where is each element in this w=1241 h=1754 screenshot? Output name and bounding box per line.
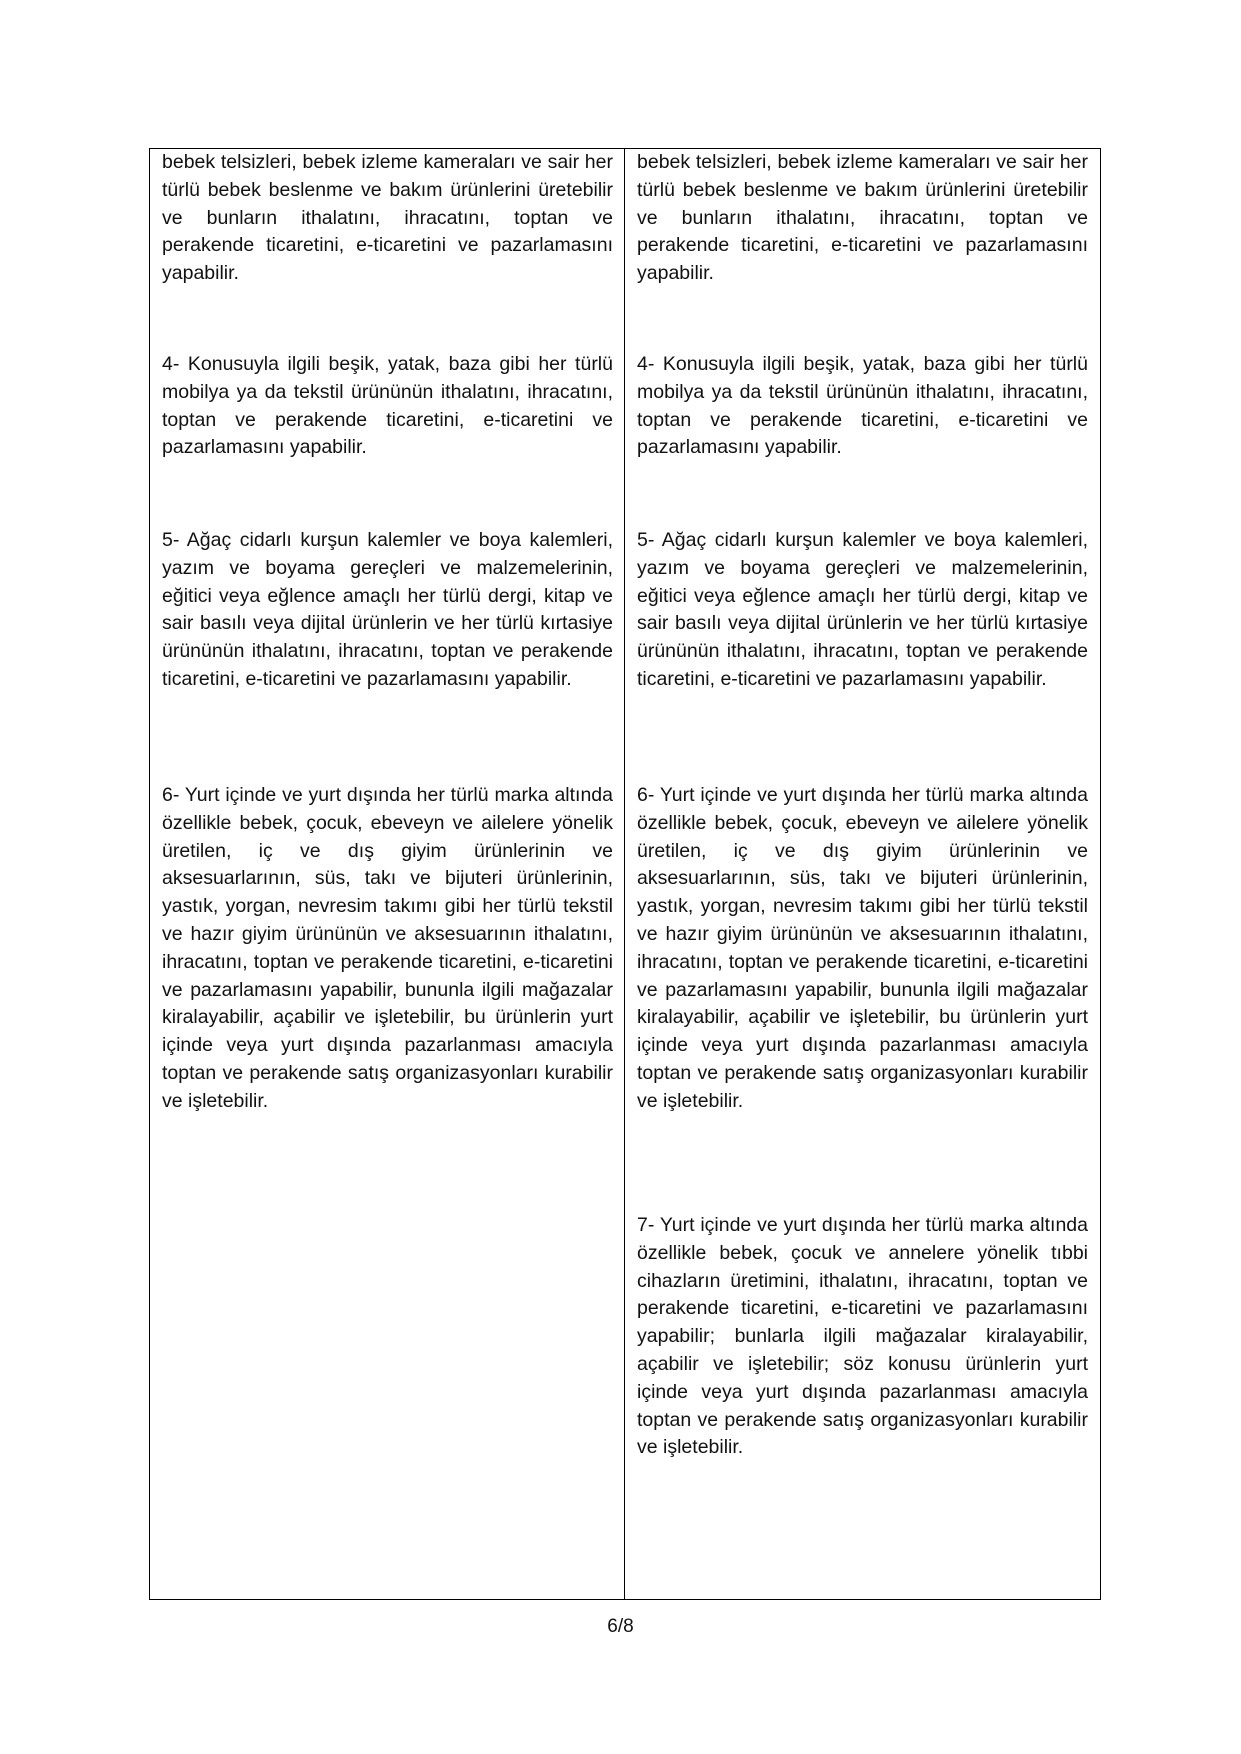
right-column <box>625 149 1100 1599</box>
right-paragraph-4: 4- Konusuyla ilgili beşik, yatak, baza gibi her türlü mobilya ya da tekstil ürününün ithalatını, ihracatını, toptan ve perakende ticaretini, e-ticaretini ve pazarlamasını yapabilir. <box>637 353 1088 459</box>
right-paragraph-7: 7- Yurt içinde ve yurt dışında her türlü marka altında özellikle bebek, çocuk ve annelere yönelik tıbbi cihazların üretimini, ithalatını, ihracatını, toptan ve perakende ticaretini, e-ticaretini ve pazarlamasını yapabilir; bunlarla ilgili mağazalar kiralayabilir, açabilir ve işletebilir; söz konusu ürünlerin yurt içinde veya yurt dışında pazarlanması amacıyla toptan ve perakende satış organizasyonları kurabilir ve işletebilir. <box>637 1214 1088 1459</box>
left-paragraph-4: 4- Konusuyla ilgili beşik, yatak, baza gibi her türlü mobilya ya da tekstil ürününün ithalatını, ihracatını, toptan ve perakende ticaretini, e-ticaretini ve pazarlamasını yapabilir. <box>162 353 613 459</box>
left-column <box>150 149 625 1599</box>
page-number: 6/8 <box>607 1616 634 1637</box>
left-paragraph-6: 6- Yurt içinde ve yurt dışında her türlü marka altında özellikle bebek, çocuk, ebeveyn ve ailelere yönelik üretilen, iç ve dış giyim ürünlerinin ve aksesuarlarının, süs, takı ve bijuteri ürünlerinin, yastık, yorgan, nevresim takımı gibi her türlü tekstil ve hazır giyim ürününün ve aksesuarının ithalatını, ihracatını, toptan ve perakende ticaretini, e-ticaretini ve pazarlamasını yapabilir, bununla ilgili mağazalar kiralayabilir, açabilir ve işletebilir, bu ürünlerin yurt içinde veya yurt dışında pazarlanması amacıyla toptan ve perakende satış organizasyonları kurabilir ve işletebilir. <box>162 784 613 1112</box>
left-paragraph-1: bebek telsizleri, bebek izleme kameraları ve sair her türlü bebek beslenme ve bakım ürünlerini üretebilir ve bunların ithalatını, ihracatını, toptan ve perakende ticaretini, e-ticaretini ve pazarlamasını yapabilir. <box>162 151 613 285</box>
right-paragraph-5: 5- Ağaç cidarlı kurşun kalemler ve boya kalemleri, yazım ve boyama gereçleri ve malzemelerinin, eğitici veya eğlence amaçlı her türlü dergi, kitap ve sair basılı veya dijital ürünlerin ve her türlü kırtasiye ürününün ithalatını, ihracatını, toptan ve perakende ticaretini, e-ticaretini ve pazarlamasını yapabilir. <box>637 529 1088 690</box>
left-paragraph-5: 5- Ağaç cidarlı kurşun kalemler ve boya kalemleri, yazım ve boyama gereçleri ve malzemelerinin, eğitici veya eğlence amaçlı her türlü dergi, kitap ve sair basılı veya dijital ürünlerin ve her türlü kırtasiye ürününün ithalatını, ihracatını, toptan ve perakende ticaretini, e-ticaretini ve pazarlamasını yapabilir. <box>162 529 613 690</box>
right-paragraph-1: bebek telsizleri, bebek izleme kameraları ve sair her türlü bebek beslenme ve bakım ürünlerini üretebilir ve bunların ithalatını, ihracatını, toptan ve perakende ticaretini, e-ticaretini ve pazarlamasını yapabilir. <box>637 151 1088 285</box>
comparison-table <box>149 148 1101 1600</box>
right-paragraph-6: 6- Yurt içinde ve yurt dışında her türlü marka altında özellikle bebek, çocuk, ebeveyn ve ailelere yönelik üretilen, iç ve dış giyim ürünlerinin ve aksesuarlarının, süs, takı ve bijuteri ürünlerinin, yastık, yorgan, nevresim takımı gibi her türlü tekstil ve hazır giyim ürününün ve aksesuarının ithalatını, ihracatını, toptan ve perakende ticaretini, e-ticaretini ve pazarlamasını yapabilir, bununla ilgili mağazalar kiralayabilir, açabilir ve işletebilir, bu ürünlerin yurt içinde veya yurt dışında pazarlanması amacıyla toptan ve perakende satış organizasyonları kurabilir ve işletebilir. <box>637 784 1088 1112</box>
